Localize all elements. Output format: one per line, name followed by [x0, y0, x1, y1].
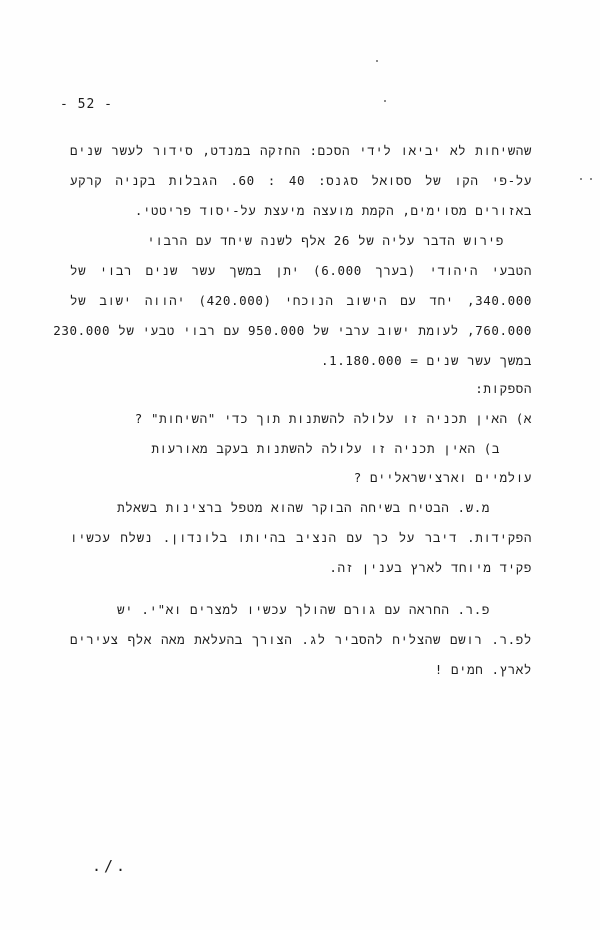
text-line-6: 340.000, יחד עם הישוב הנוכחי (420.000) יהווה ישוב של	[70, 293, 532, 308]
text-line-13: מ.ש. הבטיח בשיחה הבוקר שהוא מטפל ברצינות בשאלת	[117, 500, 490, 515]
text-line-5: הטבעי היהודי (בערך 6.000) יתן במשך עשר שנים רבוי של	[70, 263, 532, 278]
scan-speck	[590, 178, 592, 180]
text-line-16: פ.ר. החראה עם גורם שהולך עכשיו למצרים וא"י. יש	[117, 602, 490, 617]
text-line-17: לפ.ר. רושם שהצליח להסביר לג. הצורך בהעלאת מאה אלף צעירים	[70, 632, 532, 647]
text-line-14: הפקידות. דיבר על כך עם הנציב בהיותו בלונדון. נשלח עכשיו	[70, 530, 532, 545]
text-line-15: פקיד מיוחד לארץ בענין זה.	[329, 560, 532, 575]
text-line-4: פירוש הדבר עליה של 26 אלף לשנה שיחד עם הרבוי	[147, 233, 504, 248]
scan-speck	[376, 60, 378, 62]
text-line-7: 760.000, לעומת ישוב ערבי של 950.000 עם רבוי טבעי של 230.000	[53, 323, 532, 338]
doubt-item-b: ב) האין תכניה זו עלולה להשתנות בעקב מאורעות	[151, 441, 500, 456]
end-mark: ./.	[92, 857, 129, 875]
text-line-18: לארץ. חמים !	[434, 662, 532, 677]
text-line-1: שהשיחות לא יביאו לידי הסכם: החזקה במנדט, סידור לעשר שנים	[70, 143, 532, 158]
text-line-8: במשך עשר שנים = 1.180.000.	[320, 353, 532, 368]
text-line-3: באזורים מסוימים, הקמת מועצה מיעצת על-יסוד פריטטי.	[134, 203, 532, 218]
doubt-item-b-continued: עולמיים וארצישראליים ?	[353, 470, 532, 485]
doubt-item-a: א) האין תכניה זו עלולה להשתנות תוך כדי "השיחות" ?	[134, 411, 532, 426]
text-line-2: על-פי הקו של ססואל סגנס: 40 : 60. הגבלות בקניה קרקע	[70, 173, 532, 188]
page-number: - 52 -	[60, 97, 113, 112]
scan-speck	[384, 100, 386, 102]
doubts-heading: הספקות:	[475, 381, 532, 396]
scan-speck	[580, 178, 582, 180]
